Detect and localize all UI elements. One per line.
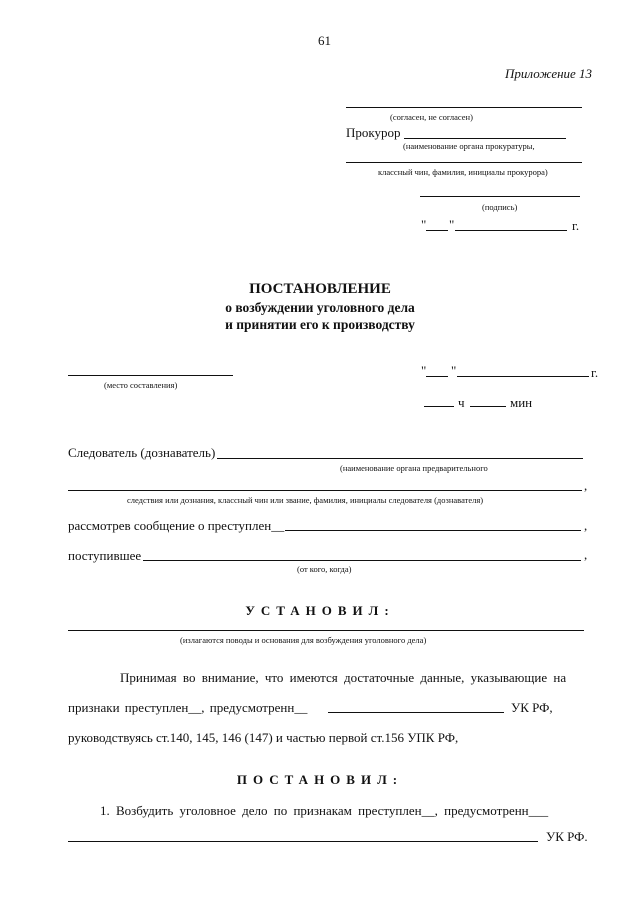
prosecutor-label: Прокурор [346,125,401,140]
investigator-line-1[interactable] [217,458,583,459]
approval-date-day[interactable] [426,230,448,231]
minute-line[interactable] [470,406,506,407]
title-line-3: и принятии его к производству [225,317,415,332]
place-date-quote-open: " [421,363,427,378]
signature-line[interactable] [420,196,580,197]
body-line-3: руководствуясь ст.140, 145, 146 (147) и частью первой ст.156 УПК РФ, [68,730,459,745]
signature-caption: (подпись) [482,202,518,212]
minute-label: мин [510,395,533,410]
prosecutor-rank-line[interactable] [346,162,582,163]
body-line-1: Принимая во внимание, что имеются достаточные данные, указывающие на [120,670,567,685]
agree-line[interactable] [346,107,582,108]
resolved-item-1: 1. Возбудить уголовное дело по признакам преступлен__, предусмотренн___ [100,803,549,818]
body-article-line[interactable] [328,712,504,713]
appendix-label: Приложение 13 [505,66,593,81]
body-line-2: признаки преступлен__, предусмотренн__ [68,700,308,715]
report-line[interactable] [285,530,581,531]
established-line[interactable] [68,630,584,631]
received-caption: (от кого, когда) [297,564,352,574]
place-date-quote-close: " [451,363,457,378]
investigator-caption-1: (наименование органа предварительного [340,463,488,473]
approval-date-month[interactable] [455,230,567,231]
place-date-day[interactable] [426,376,448,377]
established-caption: (излагаются поводы и основания для возбуждения уголовного дела) [180,635,427,645]
place-line[interactable] [68,375,233,376]
approval-date-quote-open: " [421,217,427,232]
prosecutor-org-caption: (наименование органа прокуратуры, [403,141,535,151]
investigator-caption-2: следствия или дознания, классный чин или звание, фамилия, инициалы следователя (дознавателя) [127,495,484,505]
resolved-article-line[interactable] [68,841,538,842]
page-number: 61 [318,33,331,48]
received-line[interactable] [143,560,581,561]
approval-date-quote-close: " [449,217,455,232]
agree-caption: (согласен, не согласен) [390,112,473,122]
approval-date-year: г. [572,218,580,233]
place-date-year: г. [591,365,599,380]
investigator-label: Следователь (дознаватель) [68,445,216,460]
place-caption: (место составления) [104,380,178,390]
resolved-item-1-end: УК РФ. [546,829,588,844]
investigator-comma: , [584,478,588,493]
hour-line[interactable] [424,406,454,407]
received-comma: , [584,547,588,562]
place-date-month[interactable] [457,376,589,377]
title-line-2: о возбуждении уголовного дела [225,300,415,315]
report-label: рассмотрев сообщение о преступлен__ [68,518,285,533]
document-title: ПОСТАНОВЛЕНИЕ [249,281,391,297]
received-label: поступившее [68,548,142,563]
prosecutor-org-line[interactable] [404,138,566,139]
established-heading: УСТАНОВИЛ: [245,603,395,618]
body-line-2-end: УК РФ, [511,700,553,715]
investigator-line-2[interactable] [68,490,582,491]
report-comma: , [584,518,588,533]
hour-label: ч [458,395,465,410]
prosecutor-rank-caption: классный чин, фамилия, инициалы прокурора) [378,167,548,177]
resolved-heading: ПОСТАНОВИЛ: [236,772,404,787]
